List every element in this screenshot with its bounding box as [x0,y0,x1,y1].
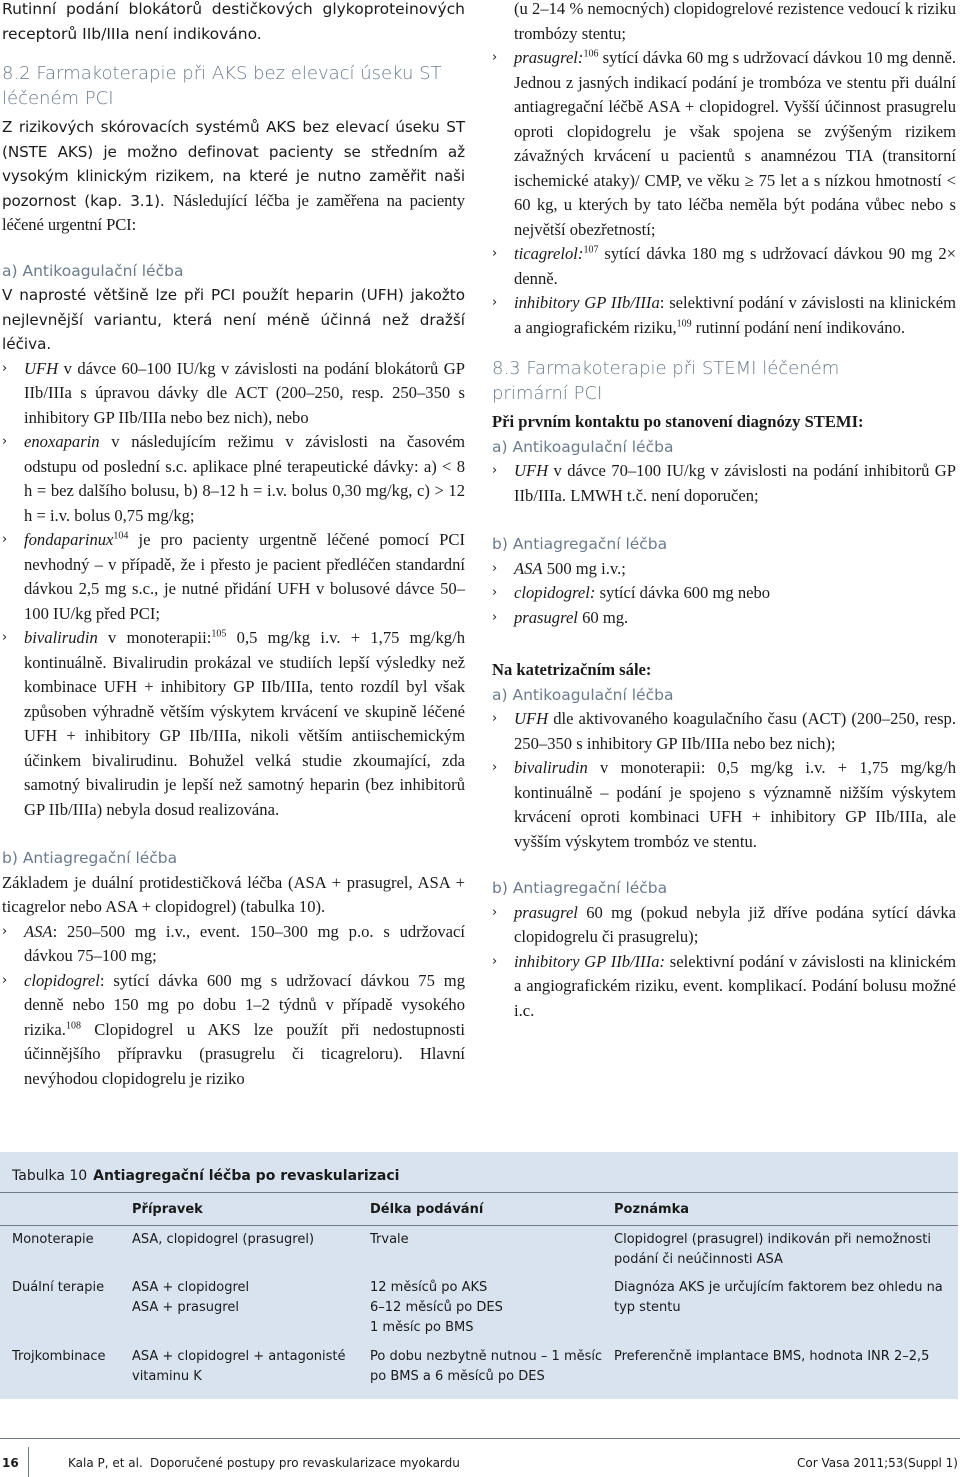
right-column [492,0,956,1023]
bullet-asa-stemi [492,557,956,582]
bullet-marker-icon: › [2,630,8,645]
drug-name: UFH [514,461,549,480]
table-cell: Trojkombinace [12,1349,106,1364]
table-cell: Clopidogrel (prasugrel) indikován při nemožnosti podání či neúčinnosti ASA [614,1232,931,1267]
subheading-antiplatelet-cath: b) Antiagregační léčba [492,879,668,897]
reference-sup: 106 [583,48,599,60]
bullet-text: 60 mg. [577,607,629,627]
table-cell: ASA + clopidogrel + antagonisté vitaminu K [132,1349,346,1384]
drug-name: inhibitory GP IIb/IIIa: [514,951,666,971]
bullet-gp-inhibitors [492,291,956,340]
bullet-text: v následujícím režimu v závislosti na časovém odstupu od poslední s.c. aplikace plné terapeutické dávky: a) < 8 h = bez dalšího bolusu, b) 8–12 h = i.v. bolus 0,30 mg/kg, c) > 12 h = i.v. bolus 0,75 mg/kg; [24,432,465,525]
reference-sup: 105 [211,628,227,640]
bullet-ticagrelol [492,242,956,291]
footer-journal: Cor Vasa 2011;53(Suppl 1) [797,1456,958,1470]
bullet-prasugrel [492,46,956,242]
bullet-marker-icon: › [492,711,498,726]
bullet-marker-icon: › [492,560,498,576]
bullet-text: v monoterapii: [97,628,212,647]
table-title [12,1166,399,1186]
table-10 [0,1152,958,1399]
drug-name: enoxaparin [24,432,100,451]
bullet-clopidogrel [2,969,465,1092]
page-number: 16 [2,1456,19,1470]
drug-name: bivalirudin [514,758,588,777]
bullet-marker-icon: › [492,904,498,920]
bullet-ufh [2,357,465,431]
bullet-marker-icon: › [492,609,498,625]
bullet-text: rutinní podání není indikováno. [691,317,906,337]
paragraph-risk-a: Z rizikových skórovacích systémů AKS bez elevací úseku ST (NSTE AKS) je možno definovat pacienty se středním až vysokým klinickým rizikem, na které je nutno zaměřit naši pozornost (kap. 3.1). [2,118,465,210]
bullet-text: sytící dávka 600 mg nebo [595,583,771,602]
bullet-bivalirudin-cath [492,756,956,854]
bullet-marker-icon: › [2,532,8,547]
table-divider [0,1225,958,1226]
drug-name: UFH [514,709,549,728]
bullet-text: 500 mg i.v.; [542,558,626,578]
bullet-fondaparinux [2,528,465,626]
table-cell: Diagnóza AKS je určujícím faktorem bez ohledu na typ stentu [614,1280,943,1315]
table-cell: Duální terapie [12,1280,105,1295]
bullet-text: dle aktivovaného koagulačního času (ACT) (200–250, resp. 250–350 s inhibitory GP IIb/IIIa nebo bez nich); [514,709,956,753]
drug-name: clopidogrel: [514,583,596,602]
first-contact-heading: Při prvním kontaktu po stanovení diagnózy STEMI: [492,412,864,431]
subheading-anticoagulation: a) Antikoagulační léčba [2,261,184,280]
table-cell: ASA, clopidogrel (prasugrel) [132,1232,315,1247]
bullet-marker-icon: › [492,246,498,261]
reference-sup: 108 [65,1019,81,1031]
bullet-text: v dávce 60–100 IU/kg v závislosti na podání blokátorů GP IIb/IIIa s úpravou dávky dle ACT (200–250, resp. 250–350 s inhibitory GP IIb/IIIa nebo bez nich), nebo [24,358,465,427]
continuation-text: (u 2–14 % nemocných) clopidogrelové rezistence vedoucí k riziku trombózy stentu; [514,0,956,43]
drug-name: ASA [24,921,53,941]
subheading-antiplatelet: b) Antiagregační léčba [2,849,178,867]
bullet-marker-icon: › [492,953,498,969]
bullet-text: je pro pacienty urgentně léčené pomocí PCI nevhodný – v případě, že i přesto je pacient předléčen standardní dávkou 2,5 mg s.c., je nutné přidání UFH v bolusové dávce 50–100 IU/kg před PCI; [24,530,465,623]
bullet-enoxaparin [2,430,465,528]
bullet-marker-icon: › [2,972,8,988]
drug-name: ticagrelol: [514,244,584,263]
table-heading: Antiagregační léčba po revaskularizaci [93,1168,400,1184]
bullet-marker-icon: › [492,50,498,65]
bullet-text: 60 mg (pokud nebyla již dříve podána sytící dávka clopidogrelu či prasugrelu); [514,902,956,946]
bullet-asa [2,920,465,969]
column-header: Přípravek [132,1202,203,1217]
intro-text: Rutinní podání blokátorů destičkových glykoproteinových receptorů IIb/IIIa není indikováno. [2,0,465,43]
subheading-antiplatelet-stemi: b) Antiagregační léčba [492,535,668,553]
table-cell: Trvale [370,1232,409,1247]
bullet-marker-icon: › [492,463,498,478]
drug-name: prasugrel [514,902,578,922]
section-heading-8-2: 8.2 Farmakoterapie při AKS bez elevací úseku ST léčeném PCI [2,63,442,109]
footer-divider [0,1438,960,1439]
bullet-text: Clopidogrel u AKS lze použít při nedostupnosti účinnějšího přípravku (prasugrelu či ticagreloru). Hlavní nevýhodou clopidogrelu je riziko [24,1019,465,1088]
subheading-anticoagulation-cath: a) Antikoagulační léčba [492,685,674,704]
bullet-prasugrel-stemi [492,606,956,631]
bullet-text: sytící dávka 180 mg s udržovací dávkou 90 mg 2× denně. [514,244,956,288]
bullet-text: : sytící dávka 600 mg s udržovací dávkou 75 mg denně nebo 150 mg po dobu 1–2 týdnů v případě vysokého rizika. [24,970,465,1039]
bullet-marker-icon: › [492,760,498,775]
bullet-marker-icon: › [492,585,498,600]
table-label: Tabulka 10 [12,1168,88,1184]
column-header: Délka podávání [370,1202,484,1217]
bullet-text: sytící dávka 60 mg s udržovací dávkou 10 mg denně. Jednou z jasných indikací podání je trombóza ve stentu při duální antiagregační léčbě ASA + clopidogrel. Vyšší účinnost prasugrelu oproti clopidogrelu je však spojena se zvýšeným rizikem závažných krvácení u pacientů s anamnézou TIA (transitorní ischemické ataky)/ CMP, ve věku ≥ 75 let a s nízkou hmotností < 60 kg, u kterých by tato léčba neměla být podána vůbec nebo s největší obezřetností; [514,48,956,239]
drug-name: prasugrel: [514,48,584,67]
table-cell: Po dobu nezbytně nutnou – 1 měsíc po BMS a 6 měsíců po DES [370,1349,603,1384]
table-cell: 12 měsíců po AKS 6–12 měsíců po DES 1 měsíc po BMS [370,1280,503,1335]
paragraph-risk-b: Následující léčba je zaměřena na pacienty léčené urgentní PCI: [2,190,465,234]
bullet-text: : selektivní podání v závislosti na klinickém a angiografickém riziku, [514,293,957,337]
bullet-text: : 250–500 mg i.v., event. 150–300 mg p.o. s udržovací dávkou 75–100 mg; [24,921,465,965]
reference-sup: 104 [113,530,129,542]
bullet-text: 0,5 mg/kg i.v. + 1,75 mg/kg/h kontinuálně. Bivalirudin prokázal ve studiích lepší výsledky než kombinace UFH + inhibitory GP IIb/IIIa, tento rozdíl byl však způsoben výhradně větším výskytem krvácení ve skupině léčené UFH + inhibitory GP IIb/IIIa, nikoli větším antiischemickým účinkem bivalirudinu. Bohužel velká studie zkoumající, zda samotný bivalirudin je lepší než samotný heparin (bez inhibitorů GP IIb/IIIa) nebyla dosud realizována. [24,628,465,819]
bullet-marker-icon: › [2,360,8,376]
drug-name: bivalirudin [24,628,98,647]
bullet-text: v monoterapii: 0,5 mg/kg i.v. + 1,75 mg/kg/h kontinuálně – podání je spojeno s významně nižším výskytem krvácení oproti kombinaci UFH + inhibitory GP IIb/IIIa, ale vyšším výskytem trombóz ve stentu. [514,758,956,851]
bullet-ufh-stemi [492,459,956,508]
bullet-text: v dávce 70–100 IU/kg v závislosti na podání inhibitorů GP IIb/IIIa. LMWH t.č. není doporučen; [514,461,956,505]
paragraph-dual: Základem je duální protidestičková léčba (ASA + prasugrel, ASA + ticagrelor nebo ASA + clopidogrel) (tabulka 10). [2,872,465,916]
footer-separator [28,1447,29,1477]
drug-name: ASA [514,558,543,578]
subheading-anticoagulation-stemi: a) Antikoagulační léčba [492,437,674,456]
table-cell: ASA + clopidogrel ASA + prasugrel [132,1280,250,1315]
column-header: Poznámka [614,1202,690,1217]
drug-name: UFH [24,358,59,378]
bullet-ufh-cath [492,707,956,756]
drug-name: prasugrel [514,607,578,627]
bullet-clopidogrel-stemi [492,581,956,606]
reference-sup: 109 [676,317,692,329]
section-heading-8-3: 8.3 Farmakoterapie při STEMI léčeném primární PCI [492,358,840,404]
footer-title: Doporučené postupy pro revaskularizace myokardu [150,1456,460,1470]
bullet-marker-icon: › [2,923,8,939]
table-cell: Preferenčně implantace BMS, hodnota INR 2–2,5 [614,1349,930,1364]
footer-authors: Kala P, et al. [68,1456,143,1470]
reference-sup: 107 [583,244,599,256]
paragraph-heparin: V naprosté většině lze při PCI použít heparin (UFH) jakožto nejlevnější variantu, která není méně účinná než dražší léčiva. [2,286,465,353]
bullet-gp-cath [492,950,956,1024]
table-divider [0,1192,958,1193]
cath-lab-heading: Na katetrizačním sále: [492,660,652,679]
drug-name: fondaparinux [24,530,114,549]
bullet-marker-icon: › [492,295,498,310]
drug-name: inhibitory GP IIb/IIIa [514,293,660,312]
bullet-prasugrel-cath [492,901,956,950]
table-cell: Monoterapie [12,1232,94,1247]
bullet-text: selektivní podání v závislosti na klinickém a angiografickém riziku, event. komplikací. Podání bolusu možné i.c. [514,951,956,1020]
left-column [2,0,465,1091]
paragraph-risk [2,115,465,238]
bullet-bivalirudin [2,626,465,822]
drug-name: clopidogrel [24,970,100,990]
bullet-marker-icon: › [2,434,8,449]
